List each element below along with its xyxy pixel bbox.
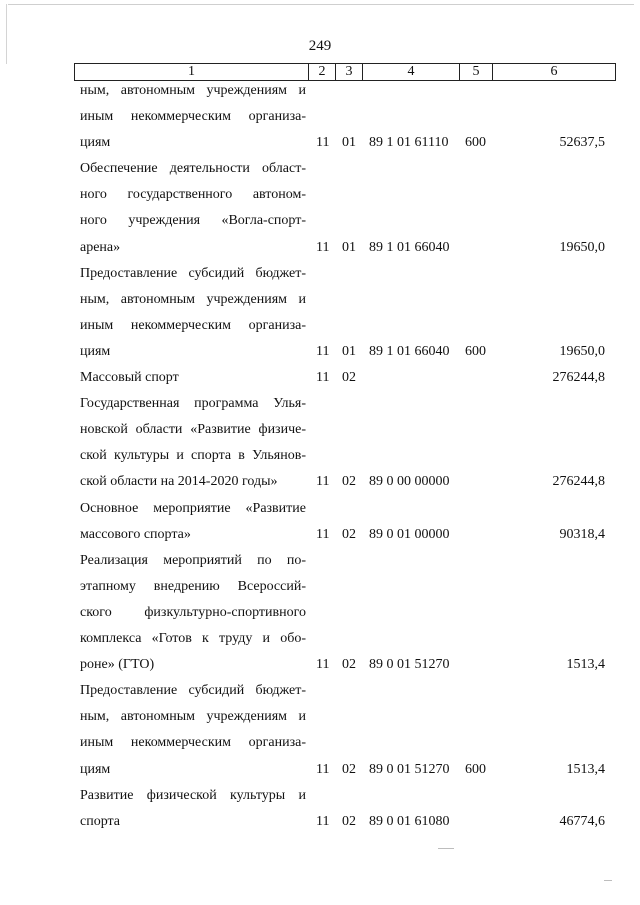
row-description-line: Государственная программа Улья- <box>80 396 306 412</box>
row-description-line: Массовый спорт <box>80 370 179 386</box>
cell-col-6: 276244,8 <box>552 474 605 490</box>
row-description-line: иным некоммерческим организа- <box>80 317 306 333</box>
row-description-line: ного учреждения «Вогла-спорт- <box>80 213 306 229</box>
cell-col-4: 89 1 01 66040 <box>369 239 450 255</box>
cell-col-4: 89 1 01 66040 <box>369 343 450 359</box>
row-description-line: Развитие физической культуры и <box>80 787 306 803</box>
row-description-line: циям <box>80 135 111 151</box>
cell-col-2: 11 <box>316 239 330 255</box>
cell-col-5: 600 <box>465 135 486 151</box>
cell-col-2: 11 <box>316 657 330 673</box>
scan-speck <box>438 848 454 849</box>
row-description-line: Обеспечение деятельности област- <box>80 161 306 177</box>
cell-col-3: 02 <box>342 474 356 490</box>
row-description-line: Предоставление субсидий бюджет- <box>80 683 306 699</box>
row-description-line: арена» <box>80 239 121 255</box>
table-row <box>0 500 640 552</box>
col-header-5: 5 <box>460 64 493 81</box>
row-description-line: комплекса «Готов к труду и обо- <box>80 631 306 647</box>
cell-col-3: 01 <box>342 343 356 359</box>
row-description-line: спорта <box>80 813 121 829</box>
table-row <box>0 682 640 786</box>
table-row <box>0 160 640 264</box>
table-row <box>0 787 640 839</box>
cell-col-2: 11 <box>316 813 330 829</box>
page-number: 249 <box>308 38 332 54</box>
row-description-line: ского физкультурно-спортивного <box>80 604 306 620</box>
cell-col-4: 89 0 01 51270 <box>369 657 450 673</box>
row-description-line: циям <box>80 343 111 359</box>
col-header-1: 1 <box>75 64 309 81</box>
cell-col-3: 01 <box>342 239 356 255</box>
row-description-line: Реализация мероприятий по по- <box>80 552 306 568</box>
col-header-3: 3 <box>336 64 363 81</box>
row-description-line: иным некоммерческим организа- <box>80 109 306 125</box>
cell-col-6: 19650,0 <box>559 343 605 359</box>
row-description-line: Основное мероприятие «Развитие <box>80 500 306 516</box>
scan-speck <box>604 880 612 881</box>
row-description-line: ного государственного автоном- <box>80 187 306 203</box>
cell-col-5: 600 <box>465 761 486 777</box>
scan-edge-top <box>8 4 634 5</box>
cell-col-2: 11 <box>316 343 330 359</box>
col-header-4: 4 <box>363 64 460 81</box>
col-header-2: 2 <box>309 64 336 81</box>
cell-col-3: 02 <box>342 761 356 777</box>
row-description-line: новской области «Развитие физиче- <box>80 422 306 438</box>
row-description-line: иным некоммерческим организа- <box>80 735 306 751</box>
col-header-6: 6 <box>493 64 616 81</box>
cell-col-3: 02 <box>342 526 356 542</box>
cell-col-2: 11 <box>316 474 330 490</box>
cell-col-6: 276244,8 <box>552 370 605 386</box>
column-header-row <box>75 64 616 81</box>
table-row <box>0 369 640 395</box>
row-description-line: циям <box>80 761 111 777</box>
cell-col-3: 02 <box>342 813 356 829</box>
table-row <box>0 395 640 499</box>
cell-col-4: 89 0 00 00000 <box>369 474 450 490</box>
row-description-line: Предоставление субсидий бюджет- <box>80 265 306 281</box>
cell-col-3: 01 <box>342 135 356 151</box>
cell-col-3: 02 <box>342 657 356 673</box>
cell-col-6: 90318,4 <box>559 526 605 542</box>
row-description-line: массового спорта» <box>80 526 191 542</box>
cell-col-2: 11 <box>316 135 330 151</box>
row-description-line: ным, автономным учреждениям и <box>80 83 306 98</box>
cell-col-5: 600 <box>465 343 486 359</box>
row-description-line: ным, автономным учреждениям и <box>80 709 306 725</box>
cell-col-3: 02 <box>342 370 356 386</box>
cell-col-6: 1513,4 <box>566 657 605 673</box>
row-description-line: роне» (ГТО) <box>80 657 155 673</box>
cell-col-2: 11 <box>316 761 330 777</box>
cell-col-4: 89 0 01 00000 <box>369 526 450 542</box>
row-description-line: этапному внедрению Всероссий- <box>80 578 306 594</box>
table-row <box>0 552 640 683</box>
cell-col-6: 1513,4 <box>566 761 605 777</box>
table-row <box>0 82 640 160</box>
row-description-line: ской культуры и спорта в Ульянов- <box>80 448 306 464</box>
row-description-line: ской области на 2014-2020 годы» <box>80 474 278 490</box>
cell-col-2: 11 <box>316 526 330 542</box>
cell-col-4: 89 0 01 61080 <box>369 813 450 829</box>
cell-col-2: 11 <box>316 370 330 386</box>
cell-col-4: 89 1 01 61110 <box>369 135 449 151</box>
cell-col-6: 19650,0 <box>559 239 605 255</box>
cell-col-6: 52637,5 <box>559 135 605 151</box>
scan-edge-left <box>6 4 7 64</box>
column-header-table <box>74 63 616 81</box>
cell-col-6: 46774,6 <box>559 813 605 829</box>
table-row <box>0 265 640 369</box>
cell-col-4: 89 0 01 51270 <box>369 761 450 777</box>
row-description-line: ным, автономным учреждениям и <box>80 291 306 307</box>
